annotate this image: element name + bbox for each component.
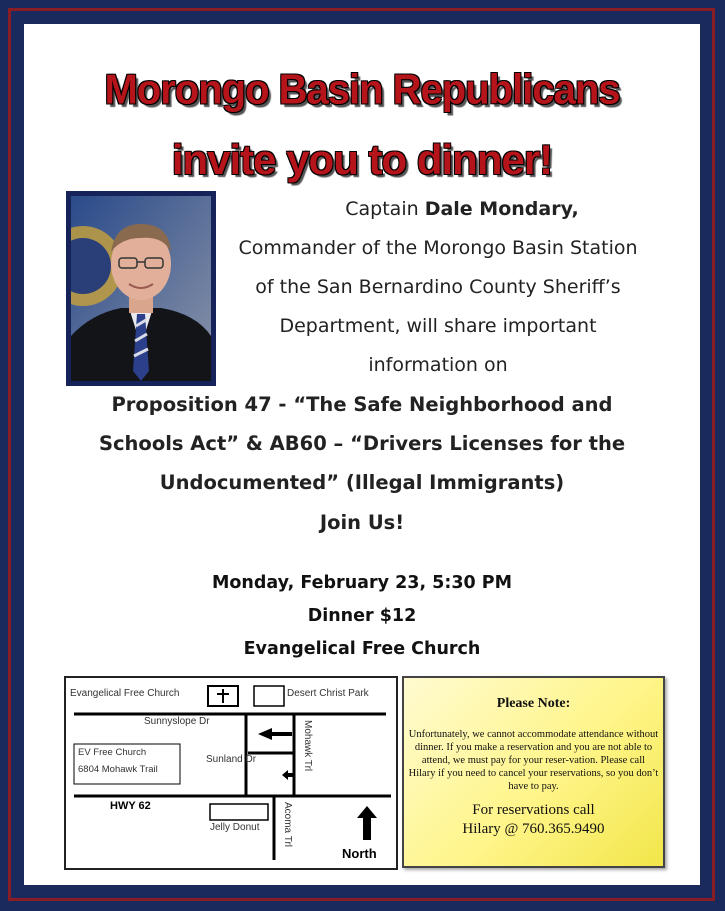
rank-text: Captain: [345, 198, 425, 220]
map-label-north: North: [342, 846, 377, 861]
intro-line-2: Commander of the Morongo Basin Station: [238, 237, 638, 259]
topic-line-3: Undocumented” (Illegal Immigrants): [159, 471, 565, 494]
portrait-photo-icon: [71, 196, 211, 381]
headline-line-2: invite you to dinner!: [171, 136, 553, 183]
event-date: Monday, February 23, 5:30 PM: [211, 573, 513, 593]
speaker-name: Dale Mondary,: [424, 198, 579, 220]
directions-map: [64, 676, 398, 870]
event-venue: Evangelical Free Church: [243, 639, 481, 659]
flyer-page: [24, 24, 700, 885]
topic-line-2: Schools Act” & AB60 – “Drivers Licenses for the: [98, 432, 626, 455]
reservation-line-2: Hilary @ 760.365.9490: [462, 821, 605, 837]
event-price: Dinner $12: [307, 606, 417, 626]
map-label-sunnyslope: Sunnyslope Dr: [144, 716, 210, 727]
note-title: Please Note:: [496, 696, 571, 711]
map-label-sunland: Sunland Dr: [206, 754, 257, 765]
please-note-box: [402, 676, 665, 868]
map-label-jelly: Jelly Donut: [210, 822, 260, 833]
reservation-info: [404, 801, 663, 839]
map-label-ev-address: 6804 Mohawk Trail: [78, 764, 158, 775]
note-body: Unfortunately, we cannot accommodate attendance without dinner. If you make a reservation and you are not able to attend, we must pay for your reser-vation. Please call Hilary if you need to cancel your reservations, so you don’t have to pay.: [408, 729, 659, 792]
topic-line-1: Proposition 47 - “The Safe Neighborhood and: [111, 393, 613, 416]
intro-line-3: of the San Bernardino County Sheriff’s: [255, 276, 621, 298]
intro-line-5: information on: [368, 354, 508, 376]
map-label-ev-name: EV Free Church: [78, 747, 147, 758]
map-label-church: Evangelical Free Church: [70, 688, 180, 699]
speaker-photo: [66, 191, 216, 386]
map-label-acoma: Acoma Trl: [282, 802, 293, 848]
map-label-desert-christ: Desert Christ Park: [287, 688, 369, 699]
map-label-hwy: HWY 62: [110, 800, 151, 812]
join-us-text: Join Us!: [319, 511, 405, 534]
reservation-line-1: For reservations call: [472, 802, 595, 818]
intro-line-4: Department, will share important: [279, 315, 597, 337]
headline-line-1: Morongo Basin Republicans: [104, 66, 620, 114]
intro-line-1: [224, 198, 700, 220]
map-label-mohawk: Mohawk Trl: [302, 720, 313, 772]
